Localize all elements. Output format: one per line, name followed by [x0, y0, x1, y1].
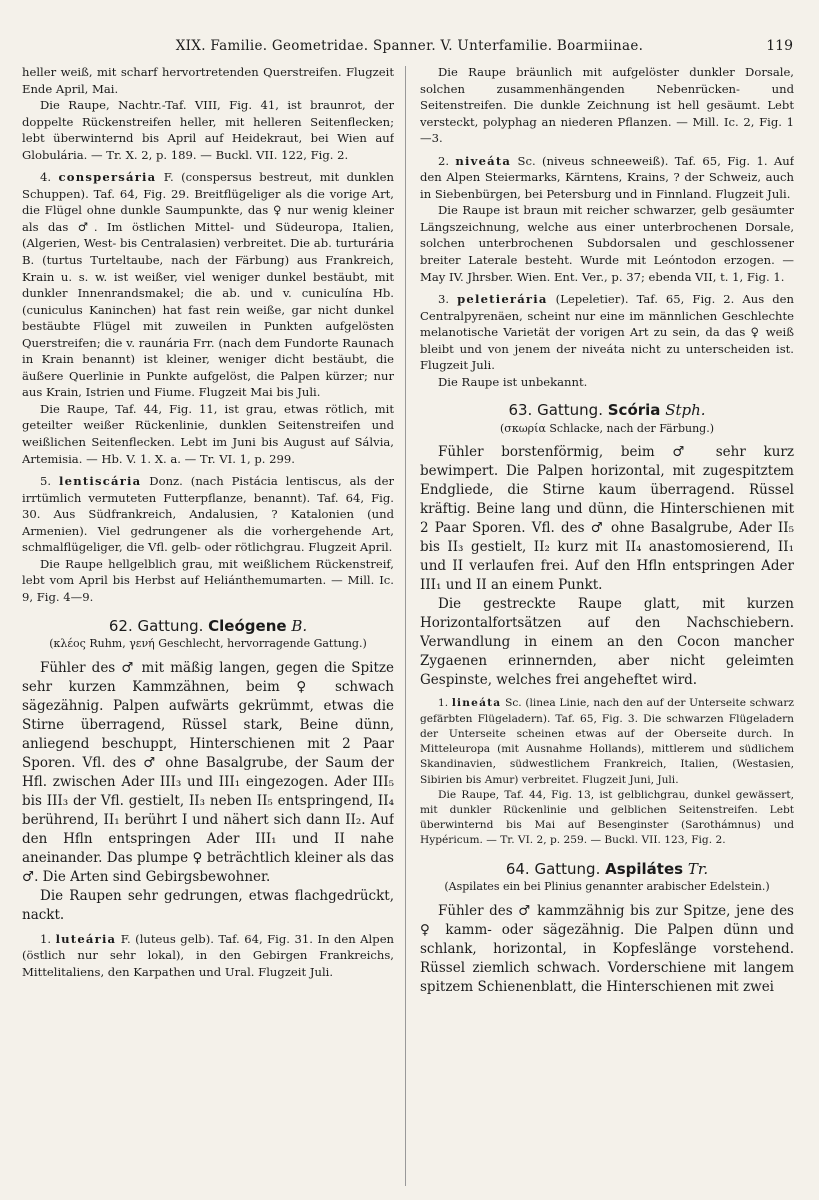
paragraph: Die Raupe, Taf. 44, Fig. 11, ist grau, etwas rötlich, mit geteilter weißer Rückenlinie, dunklen Seitenstreifen und weißlichen Seitenflecken. Lebt im Juni bis August auf Sálvia, Artemisia. — Hb. V. 1. X. a. — Tr. VI. 1, p. 299. — [22, 401, 394, 466]
species-name: niveáta — [455, 153, 512, 168]
column-divider — [405, 66, 406, 1186]
species-number: 5. — [40, 474, 52, 489]
left-column — [22, 64, 394, 1194]
running-title: XIX. Familie. Geometridae. Spanner. V. Unterfamilie. Boarmiinae. — [175, 38, 644, 54]
paragraph: Die Raupen sehr gedrungen, etwas flachgedrückt, nackt. — [22, 887, 394, 923]
species-text: F. (luteus gelb). Taf. 64, Fig. 31. In den Alpen (östlich nur sehr lokal), in den Gebirgen Frankreichs, Mittelitaliens, den Karpathen und Ural. Flugzeit Juli. — [22, 931, 394, 979]
genus-name: Scória — [607, 401, 661, 420]
species-text: (Lepeletier). Taf. 65, Fig. 2. Aus den Centralpyrenäen, scheint nur eine im männlichen Geschlechte melanotische Varietät der vorigen Art zu sein, da das ♀ weiß bleibt und von jenem der niveáta nicht zu unterscheiden ist. Flugzeit Juli. — [420, 292, 794, 373]
genus-author: B. — [291, 616, 308, 635]
species-number: 1. — [40, 931, 52, 946]
paragraph: Die Raupe, Nachtr.-Taf. VIII, Fig. 41, ist braunrot, der doppelte Rückenstreifen heller, mit helleren Seitenflecken; lebt überwinternd bis April auf Heidekraut, bei Wien auf Globulária. — Tr. X. 2, p. 189. — Buckl. VII. 122, Fig. 2. — [22, 98, 394, 162]
species-text: F. (conspersus bestreut, mit dunklen Schuppen). Taf. 64, Fig. 29. Breitflügeliger als die vorige Art, die Flügel ohne dunkle Saumpunkte, das ♀ nur wenig kleiner als das ♂. Im östlichen Mittel- und Südeuropa, Italien, (Algerien, West- bis Centralasien) verbreitet. Die ab. turturária B. (turtus Turteltaube, nach der Färbung) aus Frankreich, Krain u. s. w. ist weißer, viel weniger dunkel bestäubt, mit dunkler Innenrandsmakel; die ab. und v. cuniculína Hb. (cuniculus Kaninchen) hat fast rein weiße, gar nicht dunkel bestäubte Flügel mit zuweilen in Punkten aufgelösten Querstreifen; die v. raunária Frr. (nach dem Fundorte Raunach in Krain benannt) ist kleiner, weniger dicht bestäubt, die äußere Querlinie in Punkte aufgelöst, die Palpen kürzer; nur aus Krain, Istrien und Fiume. Flugzeit Mai bis Juli. — [22, 170, 394, 400]
species-name: lineáta — [451, 697, 502, 710]
species-number: 4. — [40, 170, 52, 185]
species-name: conspersária — [58, 170, 157, 185]
paragraph: Die Raupe ist braun mit reicher schwarzer, gelb gesäumter Längszeichnung, welche aus einer unterbrochenen Dorsale, solchen unterbrochenen Subdorsalen und geschlossener breiter Laterale besteht. Wurde mit Leóntodon erzogen. — May IV. Jhrsber. Wien. Ent. Ver., p. 37; ebenda VII, t. 1, Fig. 1. — [420, 203, 794, 284]
page-number: 119 — [766, 38, 793, 54]
paragraph: heller weiß, mit scharf hervortretenden Querstreifen. Flugzeit Ende April, Mai. — [22, 65, 394, 96]
species-text: Sc. (linea Linie, nach den auf der Unterseite schwarz gefärbten Flügeladern). Taf. 65, Fig. 3. Die schwarzen Flügeladern der Unterseite scheinen etwas auf der Oberseite durch. In Mitteleuropa (mit Ausnahme Hollands), mittlerem und südlichem Skandinavien, südwestlichem Frankreich, Italien, (Westasien, Sibirien bis Amur) verbreitet. Flugzeit Juni, Juli. — [420, 697, 794, 786]
paragraph: Die gestreckte Raupe glatt, mit kurzen Horizontalfortsätzen auf den Nachschiebern. Verwandlung in einem an den Cocon mancher Zygaenen erinnernden, aber nicht geleimten Gespinste, welches frei angeheftet wird. — [420, 596, 794, 689]
genus-number: 63. Gattung. — [508, 401, 603, 420]
species-number: 3. — [438, 292, 450, 307]
paragraph: Die Raupe ist unbekannt. — [438, 374, 588, 389]
genus-heading — [22, 618, 394, 635]
paragraph: Fühler borstenförmig, beim ♂ sehr kurz bewimpert. Die Palpen horizontal, mit zugespitztem Endgliede, die Stirne kaum überragend. Rüssel kräftig. Beine lang und dünn, die Hinterschienen mit 2 Paar Sporen. Vfl. des ♂ ohne Basalgrube, Ader II₅ bis II₃ gestielt, II₂ kurz mit II₄ anastomosierend, II₁ und II verlaufen frei. Auf den Hfln entspringen Ader III₁ und II an einem Punkt. — [420, 444, 794, 594]
species-entry — [22, 473, 394, 556]
genus-etymology: (κλέος Ruhm, γενή Geschlecht, hervorragende Gattung.) — [49, 637, 367, 651]
right-column — [420, 64, 794, 1194]
species-entry — [420, 291, 794, 374]
paragraph: Die Raupe hellgelblich grau, mit weißlichem Rückenstreif, lebt vom April bis Herbst auf Heliánthemumarten. — Mill. Ic. 9, Fig. 4—9. — [22, 556, 394, 604]
genus-etymology: (σκωρία Schlacke, nach der Färbung.) — [500, 421, 714, 435]
genus-heading — [420, 861, 794, 878]
species-entry — [420, 696, 794, 787]
genus-number: 62. Gattung. — [108, 616, 204, 635]
genus-name: Aspilátes — [605, 859, 684, 878]
paragraph: Fühler des ♂ kammzähnig bis zur Spitze, jene des ♀ kamm- oder sägezähnig. Die Palpen dünn und schlank, horizontal, in Kopfeslänge vorstehend. Rüssel ziemlich schwach. Vorderschiene mit langem spitzem Schienenblatt, die Hinterschienen mit zwei — [420, 902, 794, 995]
species-name: lentiscária — [59, 474, 142, 489]
species-name: luteária — [55, 931, 117, 946]
species-entry — [22, 169, 394, 401]
species-entry — [420, 153, 794, 203]
genus-heading — [420, 402, 794, 419]
genus-number: 64. Gattung. — [505, 859, 601, 878]
paragraph: Fühler des ♂ mit mäßig langen, gegen die Spitze sehr kurzen Kammzähnen, beim ♀ schwach sägezähnig. Palpen aufwärts gekrümmt, etwas die Stirne überragend, Rüssel stark, Beine dünn, anliegend beschuppt, Hinterschienen mit 2 Paar Sporen. Vfl. des ♂ ohne Basalgrube, der Saum der Hfl. zwischen Ader III₃ und III₁ eingezogen. Ader III₅ bis III₃ der Vfl. gestielt, II₃ neben II₅ entspringend, II₄ berührend, II₁ berührt I und nähert sich dann II₂. Auf den Hfln entspringen Ader III₁ und II nahe aneinander. Das plumpe ♀ beträchtlich kleiner als das ♂. Die Arten sind Gebirgsbewohner. — [22, 659, 394, 885]
species-text: Sc. (niveus schneeweiß). Taf. 65, Fig. 1. Auf den Alpen Steiermarks, Kärntens, Krains, ? der Schweiz, auch in Siebenbürgen, bei Petersburg und in Finnland. Flugzeit Juli. — [420, 153, 794, 201]
genus-author: Stph. — [665, 401, 706, 420]
paragraph: Die Raupe, Taf. 44, Fig. 13, ist gelblichgrau, dunkel gewässert, mit dunkler Rückenlinie und gelblichen Seitenstreifen. Lebt überwinternd bis Mai auf Besenginster (Sarothámnus) und Hypéricum. — Tr. VI. 2, p. 259. — Buckl. VII. 123, Fig. 2. — [420, 788, 794, 847]
paragraph: Die Raupe bräunlich mit aufgelöster dunkler Dorsale, solchen zusammenhängenden Nebenrücken- und Seitenstreifen. Die dunkle Zeichnung ist hell gesäumt. Lebt versteckt, polyphag an niederen Pflanzen. — Mill. Ic. 2, Fig. 1—3. — [420, 65, 794, 146]
species-number: 2. — [438, 153, 450, 168]
species-name: peletierária — [457, 292, 548, 307]
species-number: 1. — [438, 697, 449, 710]
genus-author: Tr. — [687, 859, 709, 878]
page-header — [0, 38, 819, 58]
species-entry — [22, 931, 394, 981]
genus-name: Cleógene — [208, 616, 287, 635]
species-text: Donz. (nach Pistácia lentiscus, als der irrtümlich vermuteten Futterpflanze, benannt). Taf. 64, Fig. 30. Aus Südfrankreich, Andalusien, ? Katalonien (und Armenien). Viel gedrungener als die vorhergehende Art, schmalflügeliger, die Vfl. gelb- oder rötlichgrau. Flugzeit April. — [22, 474, 394, 555]
genus-etymology: (Aspilates ein bei Plinius genannter arabischer Edelstein.) — [444, 880, 770, 894]
